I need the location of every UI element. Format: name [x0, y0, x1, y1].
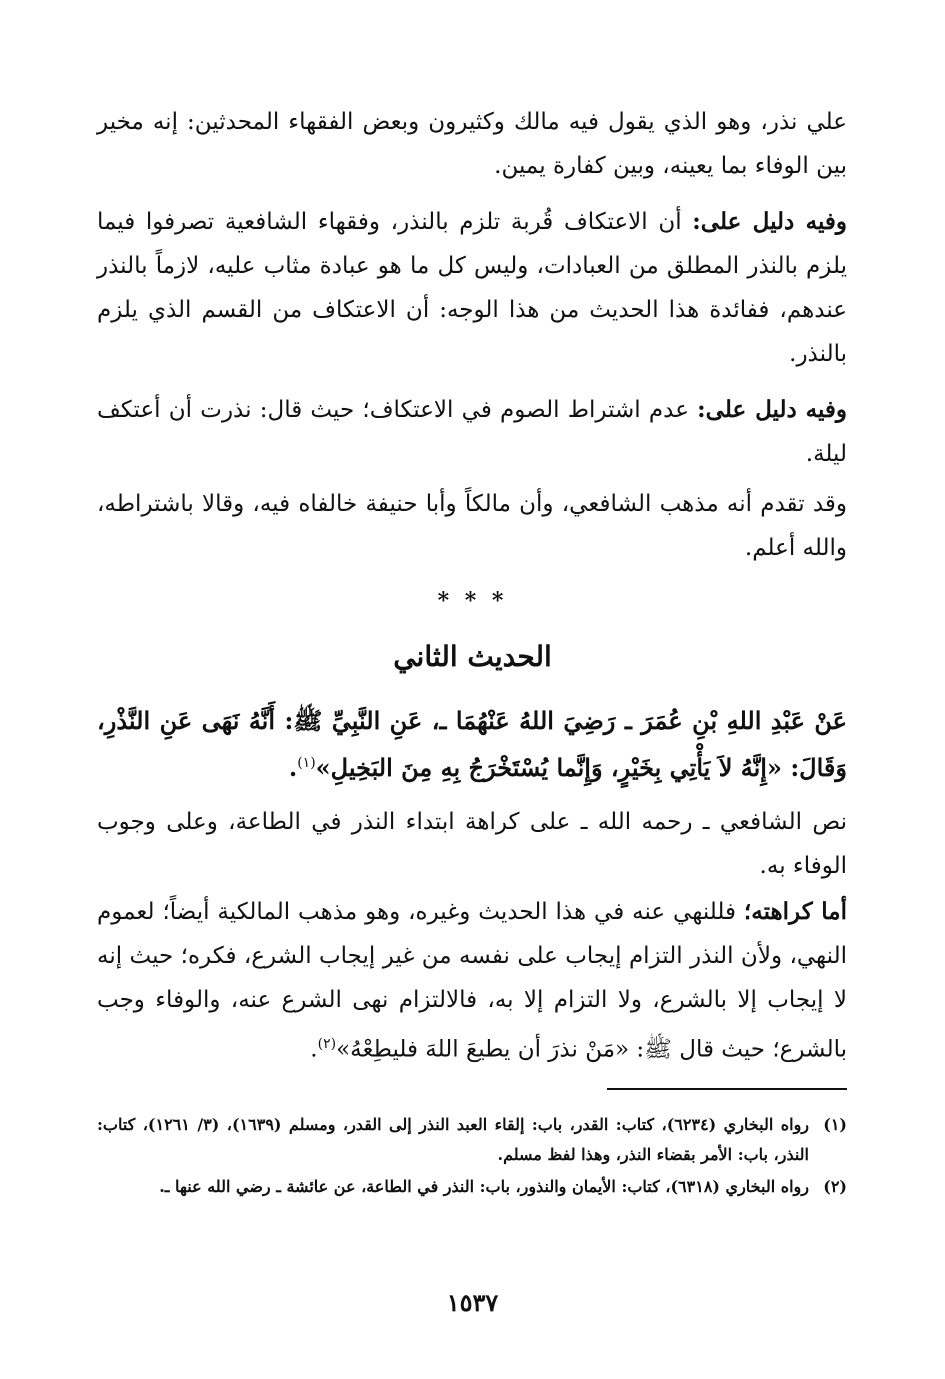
footnote-number: (٢): [823, 1177, 847, 1196]
hadith-body: عَنْ عَبْدِ اللهِ بْنِ عُمَرَ ـ رَضِيَ اللهُ عَنْهُمَا ـ، عَنِ النَّبِيِّ ﷺ: أَنَّهُ نَهَى عَنِ النَّذْرِ، وَقَالَ: «إِنَّهُ لاَ يَأْتِي بِخَيْرٍ، وَإِنَّما يُسْتَخْرَجُ بِهِ مِنَ البَخِيلِ»: [97, 706, 847, 782]
paragraph-3-text: عدم اشتراط الصوم في الاعتكاف؛ حيث قال: نذرت أن أعتكف ليلة.: [97, 397, 847, 467]
hadith-text: [97, 700, 847, 789]
paragraph-6-lead: أما كراهته؛: [743, 898, 848, 925]
footnote-text: رواه البخاري (٦٣١٨)، كتاب: الأيمان والنذور، باب: النذر في الطاعة، عن عائشة ـ رضي الله عنها ـ.: [159, 1177, 809, 1196]
footnote-number: (١): [823, 1115, 847, 1134]
paragraph-2-lead: وفيه دليل على:: [692, 208, 847, 235]
paragraph-5-text: نص الشافعي ـ رحمه الله ـ على كراهة ابتداء النذر في الطاعة، وعلى وجوب الوفاء به.: [97, 809, 847, 879]
footnote-ref-1: (١): [297, 755, 316, 771]
footnote-ref-2: (٢): [317, 1036, 337, 1052]
footnotes: [97, 1110, 847, 1204]
footnote-text: رواه البخاري (٦٢٣٤)، كتاب: القدر، باب: إلقاء العبد النذر إلى القدر، ومسلم (١٦٣٩)، (٣/ ١٢٦١)، كتاب: النذر، باب: الأمر بقضاء النذر، وهذا لفظ مسلم.: [97, 1115, 810, 1164]
paragraph-3-lead: وفيه دليل على:: [697, 396, 847, 423]
paragraph-5: [97, 800, 847, 888]
paragraph-1: [97, 100, 847, 188]
paragraph-1-text: علي نذر، وهو الذي يقول فيه مالك وكثيرون وبعض الفقهاء المحدثين: إنه مخير بين الوفاء بما يعينه، وبين كفارة يمين.: [97, 109, 847, 179]
paragraph-6: [97, 890, 847, 1072]
section-title: الحديث الثاني: [393, 640, 552, 673]
paragraph-2: [97, 200, 847, 376]
paragraph-3: [97, 388, 847, 476]
page-number: ١٥٣٧: [446, 1288, 499, 1317]
section-separator: * * *: [437, 588, 508, 614]
footnote-item: [97, 1172, 847, 1202]
paragraph-6-text: فللنهي عنه في هذا الحديث وغيره، وهو مذهب المالكية أيضاً؛ لعموم النهي، ولأن النذر التزام إيجاب على نفسه من غير إيجاب الشرع، فكره؛ حيث إنه لا إيجاب إلا بالشرع، ولا التزام إلا به، فالالتزام نهى الشرع عنه، والوفاء وجب بالشرع؛ حيث قال ﷺ: «مَنْ نذرَ أن يطيعَ اللهَ فليطِعْهُ»: [97, 899, 847, 1063]
footnote-divider: [607, 1088, 847, 1090]
paragraph-6-end: .: [310, 1036, 318, 1063]
paragraph-4-text: وقد تقدم أنه مذهب الشافعي، وأن مالكاً وأبا حنيفة خالفاه فيه، وقالا باشتراطه، والله أعلم.: [97, 491, 847, 561]
footnote-item: [97, 1110, 847, 1170]
hadith-end: .: [288, 753, 298, 782]
paragraph-4: [97, 482, 847, 570]
paragraph-2-text: أن الاعتكاف قُربة تلزم بالنذر، وفقهاء الشافعية تصرفوا فيما يلزم بالنذر المطلق من العبادات، وليس كل ما هو عبادة مثاب عليه، لازماً بالنذر عندهم، ففائدة هذا الحديث من هذا الوجه: أن الاعتكاف من القسم الذي يلزم بالنذر.: [97, 209, 847, 367]
